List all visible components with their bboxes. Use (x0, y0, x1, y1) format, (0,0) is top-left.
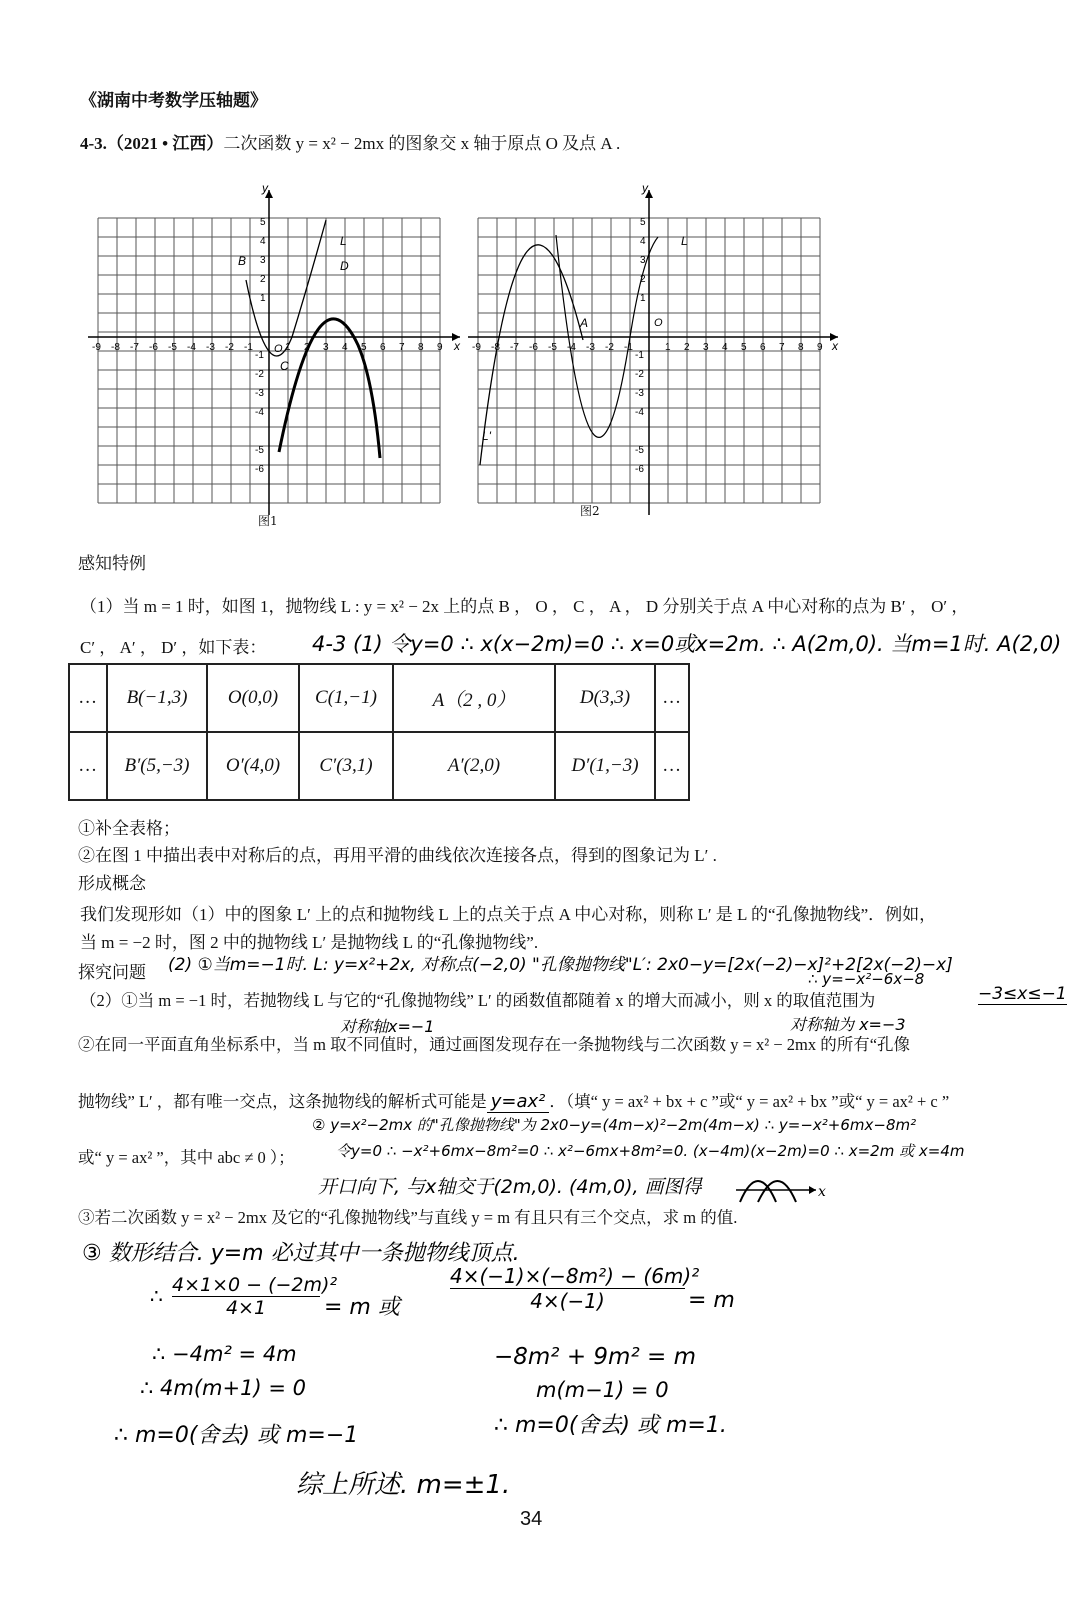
series-title: 《湖南中考数学压轴题》 (80, 91, 267, 110)
part1-line2: C′ ， A′ ， D′ ，如下表： (80, 638, 267, 657)
figure-2 (468, 180, 843, 525)
fig2-xtick: -7 (510, 342, 519, 353)
fig1-label-L: L (340, 234, 347, 248)
fig1-xtick: 8 (418, 342, 424, 353)
fig2-parabola-L-prime (480, 245, 583, 465)
fig2-axis-x: x (832, 339, 838, 353)
solution-right-1: −8m² + 9m² = m (494, 1344, 696, 1370)
fig1-ytick: -1 (255, 350, 264, 361)
table-cell: O(0,0) (207, 664, 299, 732)
part2-answer1: −3≤x≤−1 (978, 984, 1067, 1004)
fig2-xtick: -1 (624, 342, 633, 353)
fraction2-rhs: = m (688, 1288, 735, 1313)
part2-handwritten-a2: ∴ y=−x²−6x−8 (808, 970, 925, 988)
fig2-xtick: 6 (760, 342, 766, 353)
fraction1-denominator: 4×1 (225, 1297, 267, 1319)
fig1-xtick: 7 (399, 342, 405, 353)
part2-handwritten-b2: 令y=0 ∴ −x²+6mx−8m²=0 ∴ x²−6mx+8m²=0. (x−4m)(x−2m)=0 ∴ x=2m 或 x=4m (336, 1142, 965, 1160)
figure-1-graph (88, 180, 468, 525)
fig1-ytick: 2 (260, 274, 266, 285)
fig1-ytick: -2 (255, 369, 264, 380)
fig1-xtick: -7 (130, 342, 139, 353)
fig1-ytick: 4 (260, 236, 266, 247)
fig1-xtick: 4 (342, 342, 348, 353)
solution-conclusion: 综上所述. m=±1. (296, 1470, 511, 1500)
table-cell: B′(5,−3) (107, 732, 207, 800)
table-cell: … (69, 664, 107, 732)
fig2-xtick: 8 (798, 342, 804, 353)
fig2-xtick: 3 (703, 342, 709, 353)
fig2-xtick: 9 (817, 342, 823, 353)
fig2-ytick: 1 (640, 293, 646, 304)
fig1-xtick: 2 (304, 342, 310, 353)
fraction1-numerator: 4×1×0 − (−2m)² (172, 1274, 338, 1296)
solution-left-1: ∴ −4m² = 4m (152, 1342, 297, 1366)
fig2-xtick: -2 (605, 342, 614, 353)
fig1-xtick: -8 (111, 342, 120, 353)
fig1-xtick: -3 (206, 342, 215, 353)
fig2-ytick: 5 (640, 217, 646, 228)
fig2-ytick: -5 (635, 445, 644, 456)
sketch-downward-parabolas-icon (736, 1166, 828, 1208)
table-cell: O′(4,0) (207, 732, 299, 800)
fig2-xtick: -4 (567, 342, 576, 353)
fig2-xtick: 1 (665, 342, 671, 353)
table-row (69, 664, 689, 732)
section-perceive: 感知特例 (78, 554, 146, 573)
fig2-label-A: A (580, 316, 589, 330)
fig2-xtick: 2 (684, 342, 690, 353)
table-cell-answer: A（2 , 0） (393, 664, 555, 732)
fig1-xtick: -6 (149, 342, 158, 353)
solution-right-2: m(m−1) = 0 (536, 1378, 669, 1402)
concept-line2: 当 m = −2 时，图 2 中的抛物线 L′ 是抛物线 L 的“孔像抛物线”. (80, 933, 539, 952)
fraction2-denominator: 4×(−1) (530, 1289, 605, 1313)
fig2-xtick: 5 (741, 342, 747, 353)
solution-fraction1 (172, 1274, 338, 1319)
part1-handwritten-note: 4-3 (1) 令y=0 ∴ x(x−2m)=0 ∴ x=0或x=2m. ∴ A(2m,0). 当m=1时. A(2,0) (312, 632, 1062, 656)
part2-q2-line1: ②在同一平面直角坐标系中，当 m 取不同值时，通过画图发现存在一条抛物线与二次函数 y = x² − 2mx 的所有“孔像 (78, 1035, 911, 1054)
table-cell: C′(3,1) (299, 732, 393, 800)
part2-q2-line3: 或“ y = ax² ”，其中 abc ≠ 0 ）； (78, 1148, 295, 1167)
fig1-xtick: 1 (285, 342, 291, 353)
fig2-axis-y: y (642, 181, 648, 195)
fig1-ytick: -3 (255, 388, 264, 399)
part2-axis-note1: 对称轴x=−1 (340, 1017, 435, 1036)
table-cell: D′(1,−3) (555, 732, 655, 800)
fig1-axis-y: y (262, 181, 268, 195)
task-1: ①补全表格； (78, 819, 180, 838)
problem-line (80, 133, 620, 155)
fig2-label-L: L (681, 234, 688, 248)
fig1-ytick: 1 (260, 293, 266, 304)
section-explore: 探究问题 (78, 963, 146, 982)
problem-number: 4-3. (80, 134, 107, 153)
problem-stem: 二次函数 y = x² − 2mx 的图象交 x 轴于原点 O 及点 A . (223, 134, 621, 153)
fig1-xtick: 6 (380, 342, 386, 353)
fig1-ytick: -4 (255, 407, 264, 418)
fig2-label-L-prime: L' (482, 429, 491, 443)
fig1-ytick: 3 (260, 255, 266, 266)
solution-therefore: ∴ (150, 1284, 163, 1308)
fig1-label-B: B (238, 254, 247, 268)
points-table (68, 663, 690, 801)
figure-2-caption: 图2 (580, 504, 600, 518)
solution-fraction2 (450, 1264, 700, 1313)
fig2-xtick: 4 (722, 342, 728, 353)
concept-line1: 我们发现形如（1）中的图象 L′ 上的点和抛物线 L 上的点关于点 A 中心对称，则称 L′ 是 L 的“孔像抛物线”．例如， (80, 905, 937, 924)
section-concept: 形成概念 (78, 874, 146, 893)
fig1-xtick: 3 (323, 342, 329, 353)
fraction2-numerator: 4×(−1)×(−8m²) − (6m)² (450, 1264, 700, 1288)
fig1-ytick: -5 (255, 445, 264, 456)
table-cell: … (69, 732, 107, 800)
fraction1-rhs: = m 或 (324, 1295, 400, 1320)
fig2-ytick: 2 (640, 274, 646, 285)
solution-line1: ③ 数形结合. y=m 必过其中一条抛物线顶点. (82, 1241, 520, 1266)
figure-1 (88, 180, 468, 528)
part2-q2-line2a: 抛物线” L′ ，都有唯一交点，这条抛物线的解析式可能是 (78, 1092, 487, 1111)
fig2-ytick: 4 (640, 236, 646, 247)
table-cell: D(3,3) (555, 664, 655, 732)
table-cell: … (655, 732, 689, 800)
fig1-xtick: -4 (187, 342, 196, 353)
fig2-ytick: -3 (635, 388, 644, 399)
fig2-ytick: -4 (635, 407, 644, 418)
fig1-axis-x: x (454, 339, 460, 353)
solution-left-2: ∴ 4m(m+1) = 0 (140, 1376, 306, 1400)
part2-handwritten-b3: 开口向下, 与x轴交于(2m,0). (4m,0), 画图得 (318, 1176, 702, 1198)
fig2-xtick: -9 (472, 342, 481, 353)
solution-left-3: ∴ m=0(舍去) 或 m=−1 (114, 1423, 359, 1448)
table-cell: … (655, 664, 689, 732)
table-cell: B(−1,3) (107, 664, 207, 732)
solution-right-3: ∴ m=0(舍去) 或 m=1. (494, 1413, 727, 1438)
fig1-origin: O (274, 343, 283, 355)
svg-text:x: x (818, 1184, 826, 1200)
part2-axis-note2: 对称轴为 x=−3 (790, 1015, 906, 1034)
fig2-xtick: -5 (548, 342, 557, 353)
part2-handwritten-a: (2) ①当m=−1时. L: y=x²+2x, 对称点(−2,0) "孔像抛物线"L′: 2x0−y=[2x(−2)−x]²+2[2x(−2)−x] (168, 955, 953, 975)
part2-q3: ③若二次函数 y = x² − 2mx 及它的“孔像抛物线”与直线 y = m 有且只有三个交点，求 m 的值. (78, 1208, 738, 1227)
fig1-label-C: C (280, 359, 289, 373)
page-number: 34 (520, 1508, 543, 1530)
part2-answer2: y=ax² (487, 1091, 550, 1113)
part1-line1: （1）当 m = 1 时，如图 1，抛物线 L : y = x² − 2x 上的点 B ， O ， C ， A ， D 分别关于点 A 中心对称的点为 B′ ， O′ ， (80, 597, 969, 616)
table-row (69, 732, 689, 800)
problem-source: （2021 • 江西） (106, 134, 224, 153)
fig1-ytick: -6 (255, 464, 264, 475)
fig1-xtick: -5 (168, 342, 177, 353)
fig1-xtick: 5 (361, 342, 367, 353)
part2-q1: （2）①当 m = −1 时，若抛物线 L 与它的“孔像抛物线” L′ 的函数值都随着 x 的增大而减小，则 x 的取值范围为 (80, 991, 876, 1010)
part2-q2-line2b: ．（填“ y = ax² + bx + c ”或“ y = ax² + bx ”或“ y = ax² + c ” (549, 1092, 950, 1111)
fig2-xtick: -6 (529, 342, 538, 353)
fig2-origin: O (654, 317, 663, 329)
fig2-xtick: -3 (586, 342, 595, 353)
fig1-xtick: -1 (244, 342, 253, 353)
fig2-xtick: -8 (491, 342, 500, 353)
fig2-ytick: -2 (635, 369, 644, 380)
fig1-ytick: 5 (260, 217, 266, 228)
fig1-xtick: -2 (225, 342, 234, 353)
fig1-parabola-L-prime (279, 319, 380, 458)
fig2-ytick: -1 (635, 350, 644, 361)
fig1-label-D: D (340, 259, 349, 273)
fig2-ytick: 3 (640, 255, 646, 266)
table-cell: A′(2,0) (393, 732, 555, 800)
part2-handwritten-b1: ② y=x²−2mx 的"孔像抛物线"为 2x0−y=(4m−x)²−2m(4m−x) ∴ y=−x²+6mx−8m² (312, 1116, 917, 1134)
task-2: ②在图 1 中描出表中对称后的点，再用平滑的曲线依次连接各点，得到的图象记为 L′ . (78, 846, 717, 865)
part2-q2-line2 (78, 1091, 949, 1113)
fig1-xtick: 9 (437, 342, 443, 353)
fig2-xtick: 7 (779, 342, 785, 353)
figure-2-graph (468, 180, 843, 525)
fig1-xtick: -9 (92, 342, 101, 353)
table-cell: C(1,−1) (299, 664, 393, 732)
figure-1-caption: 图1 (258, 514, 278, 528)
fig2-ytick: -6 (635, 464, 644, 475)
